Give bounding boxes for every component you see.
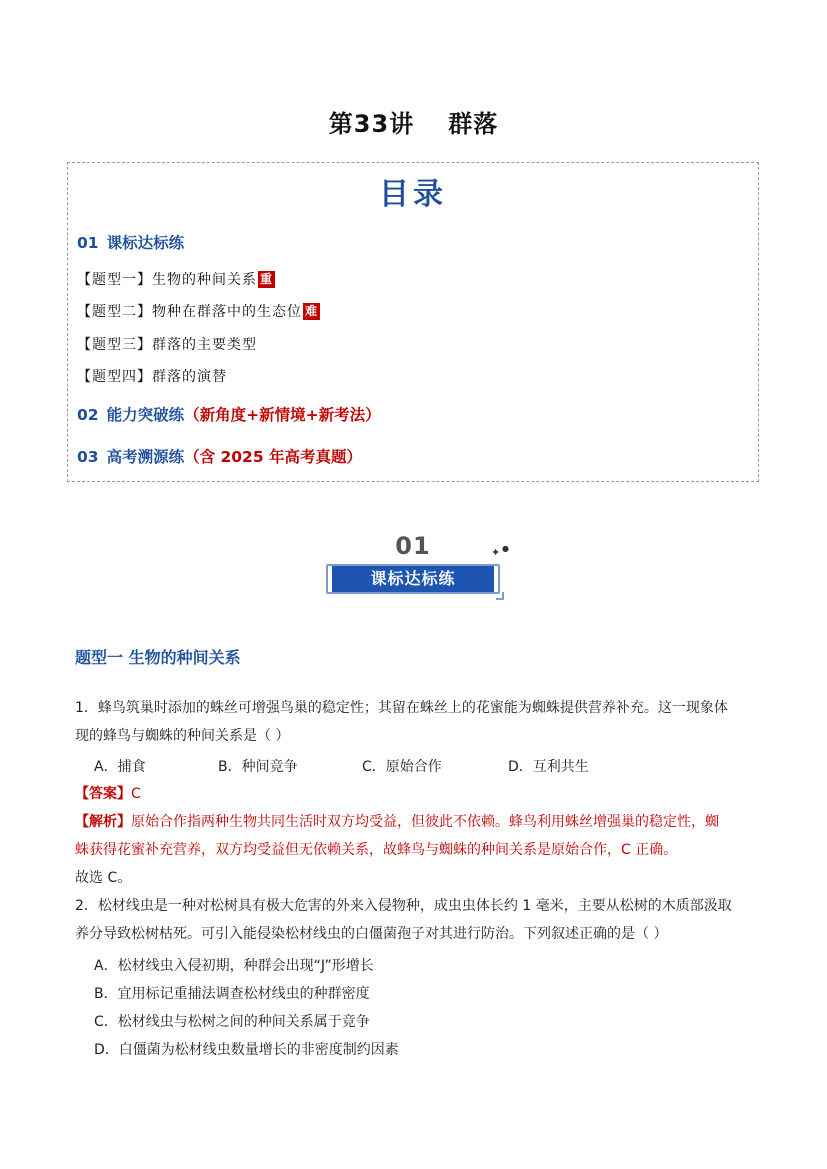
toc-section-2-label: 能力突破练 <box>106 406 185 424</box>
question-1-line-1: 1．蜂鸟筑巢时添加的蛛丝可增强鸟巢的稳定性；其留在蛛丝上的花蜜能为蜘蛛提供营养补充。这一现象体 <box>75 700 728 716</box>
toc-item-3[interactable] <box>77 334 257 354</box>
toc-section-1-label: 课标达标练 <box>106 234 185 252</box>
lecture-topic: 群落 <box>448 110 499 138</box>
question-1-stem <box>75 694 755 750</box>
corner-decoration <box>496 592 504 600</box>
option-d: D．互利共生 <box>508 759 589 775</box>
toc-heading: 目录 <box>379 177 447 212</box>
toc-section-3[interactable] <box>77 445 362 467</box>
toc-section-3-num: 03 <box>77 448 99 466</box>
answer-label: 【答案】 <box>75 786 131 802</box>
toc-item-2[interactable] <box>77 301 320 321</box>
toc-item-3-text: 【题型三】群落的主要类型 <box>77 337 257 353</box>
banner-number: 01 <box>395 532 431 560</box>
question-2-option-c: C．松材线虫与松树之间的种间关系属于竞争 <box>94 1014 370 1030</box>
question-2-stem <box>75 892 755 948</box>
toc-section-2-num: 02 <box>77 406 99 424</box>
question-2-line-1: 2．松材线虫是一种对松树具有极大危害的外来入侵物种，成虫虫体长约 1 毫米，主要从松树的木质部汲取 <box>75 898 732 914</box>
difficult-badge: 难 <box>305 304 319 318</box>
option-a: A．捕食 <box>94 759 146 775</box>
toc-section-2-note: （新角度+新情境+新考法） <box>184 406 381 424</box>
section-banner <box>318 532 508 602</box>
answer-value: C <box>131 786 141 802</box>
option-c: C．原始合作 <box>362 759 442 775</box>
toc-item-4[interactable] <box>77 366 227 386</box>
question-1-line-2: 现的蜂鸟与蜘蛛的种间关系是（ ） <box>75 728 290 744</box>
toc-item-4-text: 【题型四】群落的演替 <box>77 369 227 385</box>
lecture-number: 第33讲 <box>328 110 415 138</box>
key-point-badge: 重 <box>260 272 274 286</box>
toc-item-1-text: 【题型一】生物的种间关系 <box>77 272 257 288</box>
toc-section-2[interactable] <box>77 403 381 425</box>
toc-section-1[interactable] <box>77 231 184 253</box>
option-b: B．种间竞争 <box>218 759 298 775</box>
toc-section-3-label: 高考溯源练 <box>106 448 185 466</box>
question-2-line-2: 养分导致松树枯死。可引入能侵染松材线虫的白僵菌孢子对其进行防治。下列叙述正确的是（ ） <box>75 926 668 942</box>
question-1-conclusion: 故选 C。 <box>75 870 132 886</box>
question-2-option-b: B．宜用标记重捕法调查松材线虫的种群密度 <box>94 986 370 1002</box>
sparkle-icon: ✦ <box>491 546 501 559</box>
question-1-analysis <box>75 808 755 864</box>
analysis-label: 【解析】 <box>75 814 131 830</box>
question-2-option-d: D．白僵菌为松材线虫数量增长的非密度制约因素 <box>94 1042 399 1058</box>
banner-label: 课标达标练 <box>332 566 494 592</box>
analysis-line-2: 蛛获得花蜜补充营养，双方均受益但无依赖关系，故蜂鸟与蜘蛛的种间关系是原始合作，C 正确。 <box>75 842 678 858</box>
analysis-line-1: 原始合作指两种生物共同生活时双方均受益，但彼此不依赖。蜂鸟利用蛛丝增强巢的稳定性，蜘 <box>131 814 719 830</box>
toc-section-1-num: 01 <box>77 234 99 252</box>
question-1-answer <box>75 780 755 808</box>
question-2-option-a: A．松材线虫入侵初期，种群会出现“J”形增长 <box>94 958 374 974</box>
page-title <box>0 104 827 139</box>
question-1-options <box>94 756 589 776</box>
toc-section-3-note: （含 2025 年高考真题） <box>184 448 363 466</box>
toc-item-1[interactable] <box>77 269 275 289</box>
table-of-contents <box>67 162 759 482</box>
section-heading: 题型一 生物的种间关系 <box>75 648 241 667</box>
toc-item-2-text: 【题型二】物种在群落中的生态位 <box>77 304 302 320</box>
dot-icon: ● <box>502 544 509 553</box>
